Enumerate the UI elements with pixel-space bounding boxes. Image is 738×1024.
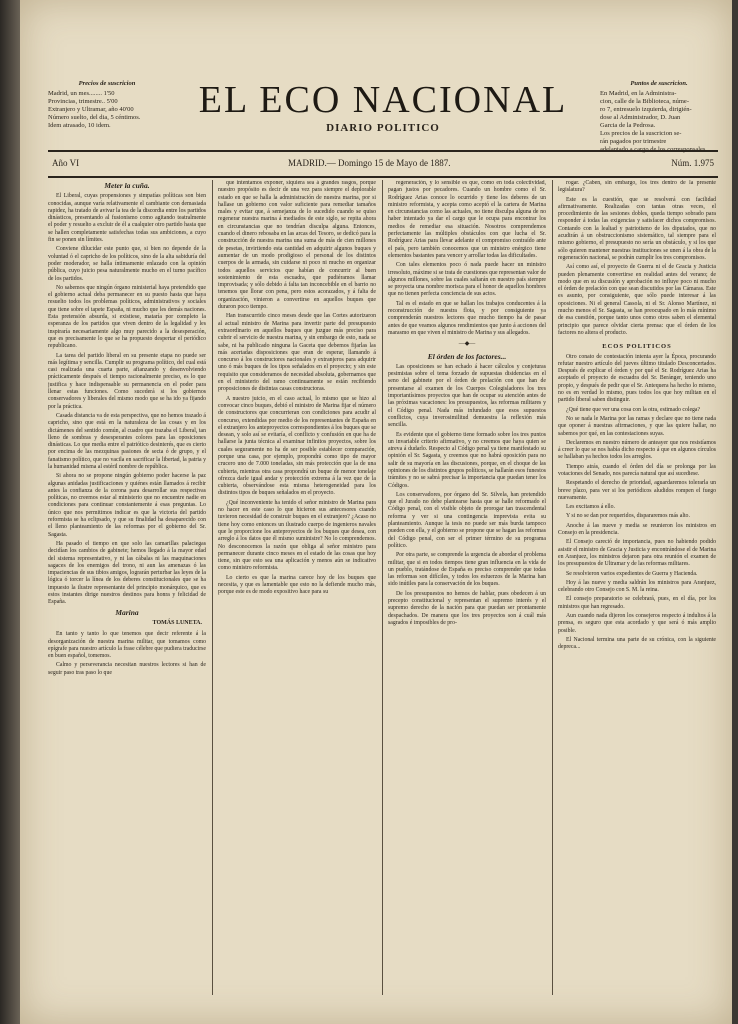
issue-number: Núm. 1.975 bbox=[671, 158, 714, 168]
paragraph: Los conservadores, por órgano del Sr. Silvela, han pretendido que el Jurado no debe plantearse hasta que se halle reformado el Código penal, con el visible objeto de prorogar tan trascendental reforma y ver si una contingencia imprevista evita su planteamiento. Aunque la tesis no puede ser más burda tampoco pueden con ella, y el gobierno se propone que se hagan las reformas del Código penal, con ser el primer término de su programa político. bbox=[388, 491, 546, 549]
paragraph: Anoche á las nueve y media se reunieron los ministros en Consejo en la presidencia. bbox=[558, 522, 716, 537]
paragraph: que intentamos exponer, siquiera sea á grandes rasgos, porque nuestro propósito es decir de una vez para siempre el deplorable estado en que se halla la administración de nuestra marina, por si hallase un gobierno con valor suficiente para remediar tamaños males y evitar que, á semejanza de lo sucedido cuando se quiso regenerar nuestra marina á mediados de este siglo, se repita ahora en circunstancias que no tendrían disculpa alguna. Entonces, cuando el dinero rebosaba en las arcas del Tesoro, se dedicó para la construcción de nuestra marina una suma de más de cien millones de pesetas, invirtiendo esta cantidad en adquirir algunos buques y aumentar de un modo prodigioso el personal de los distintos cuerpos de la armada, sin cuidarse ni poco ni mucho en organizar todos aquellos servicios que habían de concurrir al buen sostenimiento de esta escuadra, que pudiéramos llamar improvisada; y sólo debido á falta tan inconcebible en el barrio no tenemos que llorar con pena, pero estos acorazados, y á falta de organización, vinieron a convertirse en aquellos buques que duraron poco tiempo. bbox=[218, 180, 376, 311]
points-line: rán pagados por trimestre bbox=[600, 138, 667, 145]
subscription-points-box bbox=[600, 80, 718, 154]
points-line: Garcia de la Pedrosa. bbox=[600, 122, 656, 129]
subscription-prices-title: Precios de suscricion bbox=[78, 80, 136, 87]
column-rule bbox=[212, 180, 213, 995]
price-line: Extranjero y Ultramar, año 40'00 bbox=[48, 106, 134, 113]
section-heading: ECOS POLITICOS bbox=[602, 343, 672, 351]
article-columns bbox=[48, 180, 718, 995]
column-rule bbox=[382, 180, 383, 995]
paragraph: Si ahora no se propone ningún gobierno poder hacerse la paz algunas anidadas justificaciones y quiénes están llamados á recibir antes la confianza de la corona para desarrollar sus respectivas políticas, no creemos estar al ministerio que no encuentre nadie en condiciones para continuar constantemente á esas preguntas. Lo único que nos permitimos indicar es que la victoria del partido reformista se ha eclipsado, y que su finalidad ha desaparecido con el lleno planteamiento de las reformas por el gobierno del Sr. Sagasta. bbox=[48, 473, 206, 538]
paragraph: ¿Qué inconveniente ha tenido el señor ministro de Marina para no hacer en este caso lo que hicieron sus antecesores cuando tuvieron necesidad de construir buques en el extranjero? ¿Acaso no tiene hoy como entonces un ilustrado cuerpo de ingenieros navales que le proporcione los anteproyectos de los buques que desea, con arreglo á los datos que él mismo suministre? No lo comprendemos. No desconocemos la razón que obliga al señor ministro para permanecer durante cinco meses en el estado de las cosas que hoy tiene, sin que esto sea una aplicación y menos aún se indicativo como ministro reformista. bbox=[218, 499, 376, 572]
paragraph: regeneración, y lo sensible es que, como en toda colectividad, pagan justos por pecadores. Cuando un hombre como el Sr. Rodríguez Arias conoce lo ocurrido y tiene los deberes de un ministro reformista, y acepta como aceptó el la cartera de Marina en circunstancias como las actuales, no tiene disculpa alguna de no haber intentado ya dar el cargo que le ocupa para encontrar los medios de remediar esa situación. Nosotros comprendemos perfectamente las múltiples obstáculos con que lucha el Sr. Rodríguez Arias para llevar adelante el compromiso contraído ante el país, pero también conocemos que un ministro enérgico tiene elementos bastantes para vencer y arrollar todas las dificultades. bbox=[388, 180, 546, 259]
paragraph: Se resolvieron varios expedientes de Guerra y Hacienda. bbox=[566, 570, 698, 577]
paragraph: Y si no se dan por requeridos, dispararemos más alto. bbox=[566, 513, 690, 520]
paragraph: De los presupuestos no hemos de hablar, pues obedecen á un precepto constitucional y representan el supremo interés y el supremo derecho de la nación para que puedan ser prontamente despachados. De manera que los tres proyectos son á cuál más sagrados é imposibles de pro- bbox=[388, 590, 546, 626]
paragraph: El Consejo careció de importancia, pues no habiendo podido asistir el ministro de Gracia y Justicia y encontrándose el de Marina en Aranjuez, los ministros dejaron para otra reunión el examen de los presupuestos de Ultramar y de las reformas militares. bbox=[558, 539, 716, 568]
paragraph: rogar. ¿Caben, sin embargo, los tres dentro de la presente legislatura? bbox=[558, 180, 716, 194]
price-line: Madrid, un mes........ 1'50 bbox=[48, 90, 115, 97]
paragraph: El Nacional termina una parte de su crónica, con la siguiente depreca... bbox=[558, 636, 716, 651]
paragraph: Ha pasado el tiempo en que solo las camarillas palaciegas decidían los cambios de gabinete; hemos llegado á la mayor edad del sistema representativo, y ni las cábalas ni las maquinaciones sagaces de los enemigos del trono, ni aun las amenazas ó las impaciencias de sus tibios amigos, lograrán perturbar las leyes de la lógica ó torcer la línea de los deberes constitucionales que se ha impuesto la ilustre representante del principio monárquico, que es estos instantes dirige nuestros destinos para honra y felicidad de España. bbox=[48, 540, 206, 606]
paragraph: Conviene dilucidar este punto que, si bien no depende de la voluntad ó el capricho de los políticos, sino de la alta sabiduría del poder moderador, se halla íntimamente enlazado con la opinión pública, cuyo juicio pesa naturalmente mucho en el turno pacífico de los partidos. bbox=[48, 246, 206, 282]
column-2 bbox=[218, 180, 376, 995]
newspaper-page bbox=[20, 0, 732, 1024]
paragraph: Han transcurrido cinco meses desde que las Cortes autorizaron al actual ministro de Marina para invertir parte del presupuesto extraordinario en aquellos buques que juzgue más preciso para cubrir el servicio de nuestra marina, y sin embargo de esto, nada se sabe, ni ha publicado ninguna la Gaceta que debemos fijarlas las más acertadas disposiciones que eran de esperar, llamando á concurso á los constructores nacionales y extranjeros para adquirir uno ó más buques de los tipos señalados en el proyecto; y sin este requisito que consideramos de necesidad absoluta, gobernamos que en el ministerio del ramo continuamente se están recibiendo proposiciones de distintas casas constructoras. bbox=[218, 313, 376, 393]
masthead-title: EL ECO NACIONAL bbox=[198, 79, 568, 121]
column-4 bbox=[558, 180, 716, 995]
points-line: dose al Administrador, D. Juan bbox=[600, 114, 681, 121]
paragraph: Casada distancia va de esta perspectiva, que no hemos trazado á capricho, sino que está en la naturaleza de las cosas y en los dictámenes del sentido común, al cuadro que trazaba el Liberal, tan lleno de sombras y desesperantes colores para las oposiciones dinásticas. Lo que media entre el patriótico desinterés, que es cierto por encima de las mezquinas pasiones de secta ó de grupo, y el fanatismo político, que no vacila en sacrificar la libertad, la patria y la humanidad misma al estéril nombre de república. bbox=[48, 412, 206, 470]
paragraph: Aun cuando nada dijeron los consejeros respecto á indultos á la prensa, es seguro que esta acordado y que será ó más amplio posible. bbox=[558, 613, 716, 634]
year-label: Año VI bbox=[52, 158, 80, 168]
masthead-subtitle: DIARIO POLITICO bbox=[326, 122, 440, 134]
paragraph: Respetando el derecho de prioridad, aguardaremos tolerarla un breve plazo, para ver si los periódicos aludidos rompen el fuego nuevamente. bbox=[558, 480, 716, 501]
book-spine bbox=[0, 0, 20, 1024]
paragraph: No sabemos que ningún órgano ministerial haya pretendido que el gobierno actual deba permanecer en su puesto hasta que haya resuelto todos los problemas políticos, administrativos y sociales que tiene sobre el tapete España, ni mucho que les demás naciones. Esta pretensión absurda, si existiese, mataría por completo la esperanza de los partidos que viven dentro de la legalidad y les inspiraría necesariamente algo muy parecido a la desesperación, que es precisamente lo que se ha propuesto despertar el periódico republicano. bbox=[48, 284, 206, 350]
paragraph: Declaremos en nuestro número de anteayer que nos resistíamos á creer lo que se nos había dicho respecto á que en algunos círculos se hallaban ya hechos todos los arreglos. bbox=[558, 439, 716, 461]
paragraph: El consejo preparatorio se celebrará, pues, en el día, por los ministros que han regresado. bbox=[558, 596, 716, 610]
column-1 bbox=[48, 180, 206, 995]
paragraph: ¿Qué tiene que ver una cosa con la otra, estimado colega? bbox=[566, 406, 701, 413]
points-line: ro 7, entresuelo izquierda, dirigién- bbox=[600, 106, 692, 113]
points-line: cion, calle de la Biblioteca, núme- bbox=[600, 98, 689, 105]
article-heading: El órden de los factores... bbox=[427, 351, 507, 361]
dateline-bar bbox=[48, 150, 718, 178]
price-line: Número suelto, del dia, 5 céntimos. bbox=[48, 114, 141, 121]
subscription-points-title: Puntos de suscricion. bbox=[630, 80, 688, 87]
paragraph: Este es la cuestión, que se resolverá con facilidad afirmativamente. Realizadas con tantas otras veces, el procedimiento de las sesiones dobles, queda tiempo sobrado para responder á todas las exigencias y satisfacer dichos compromisos. Contando con la lealtad y patriotismo de los diputados, que no acudirán á un obstruccionismo sistemático, tal siempre para el mismo gobierno, el presupuesto no sería un obstáculo, y si los que sólo quieren mantener nuestras instituciones se unen á la obra de la regeneración nacional, se podrán cumplir los tres compromisos. bbox=[558, 196, 716, 261]
paragraph: En tanto y tanto lo que tenemos que decir referente á la desorganización de nuestra marina militar, que tomamos como epígrafe para nuestro artículo la frase célebre que pudiera traducirse en buen español, tomemos. bbox=[48, 631, 206, 660]
paragraph: Otro conato de contestación intenta ayer la Época, procurando refutar nuestro artículo del jueves último titulado Desconcertados. Después de explicar el órden y por qué el Sr. Rodríguez Arias ha aceptado el proyecto de escuadra del Sr. Beránger, teniendo uno propio, y después de pedir que el Sr. Antequera ha hecho lo mismo, no es en verdad lo mismo, pues todos los que hoy militan en el partido liberal saben distinguir. bbox=[558, 353, 716, 404]
subscription-prices-box bbox=[48, 80, 166, 130]
paragraph: Tiempo atrás, cuando el órden del día se prolonga por las votaciones del Senado, nos parecía natural que así sucediese. bbox=[558, 463, 716, 477]
column-rule bbox=[552, 180, 553, 995]
column-3 bbox=[388, 180, 546, 995]
paragraph: La tarea del partido liberal en su presente etapa no puede ser más legítima y sencilla. Cumplir su programa político, del cual está casi realizada una cuarta parte, afianzando y desenvolviendo prácticamente después el tiempo racionalmente preciso, es lo que justifica y hace indispensable su permanencia en el poder para llenar estas funciones. Como sucederá si los gobiernos conservadores y liberales del mismo modo que se ha ido ya fijando por la práctica. bbox=[48, 352, 206, 410]
points-line: Los precios de la suscricion se- bbox=[600, 130, 682, 137]
issue-date: MADRID.— Domingo 15 de Mayo de 1887. bbox=[288, 158, 451, 168]
paragraph: Por otra parte, se comprende la urgencia de abordar el problema militar, que si en todos tiempos tiene gran influencia en la vida de un pueblo, tratándose de España es preciso comprender que todas las reformas son difíciles, y todos los esfuerzos de la Marina han sido inútiles para la conservación de los buques. bbox=[388, 552, 546, 588]
paragraph: Les excitamos á ello. bbox=[566, 504, 615, 511]
paragraph: Las oposiciones se han echado á hacer cálculos y conjeturas pesimistas sobre el tema forzado de supuestas disidencias en el seno del gabinete por el órden de prelación con que han de presentarse al examen de los Cuerpos Colegisladores los tres importantísimos proyectos que han de ocupar su atención antes de las próximas vacaciones: los presupuestos, las reformas militares y el Código penal. Nada más infundado que esos supuestos conflictos, cuya inverosimilitud demuestra la reflexión más sencilla. bbox=[388, 363, 546, 429]
article-heading: Meter la cuña. bbox=[104, 181, 150, 190]
paragraph: A nuestro juicio, en el caso actual, lo mismo que se hizo al convocar cinco buques, debió el ministro de Marina fijar el número de constructores que concurrieran con condiciones para acudir al concurso, extendidas por medio de los representantes de España en el extranjero los anteproyectos correspondientes á los buques que se desean, y solo así se evitaría, el conflicto y confusión en que ha de hallarse la junta técnica al examinar infinitos proyectos, sobre los cuales seguramente no ha de ser posible establecer comparación, porque una casa, por ejemplo, propondrá como tipo de mayor crucero uno de 7.000 toneladas, sin más protección que la de una cubierta, mientras otra casa propondrá un buque de menor tonelaje ofrezca darle igual andar y protección extrema á la vez que de la cubierta, observándose esta misma heterogeneidad para los distintos tipos de buques señalados en el proyecto. bbox=[218, 395, 376, 497]
paragraph: Así como así, el proyecto de Guerra ni el de Gracia y Justicia pueden plenamente convertirse en realidad antes del verano; de modo que en su discusión y aprobación no influye poco ni mucho el órden de prelación con que sean discutidos por las Cámaras. Este es asunto, por consiguiente, que sólo puede interesar á las oposiciones. Ni el general Cassola, ni el Sr. Alonso Martínez, ni mucho menos el Sr. Sagasta, se han preocupado en lo más mínimo de esa cuestión, porque tanto unos como otros saben el elemental principio que parece olvidar cierta prensa: que el órden de los factores no altera el producto. bbox=[558, 264, 716, 336]
points-line: En Madrid, en la Administra- bbox=[600, 90, 677, 97]
points-line: adelantado a cargo de los corresponsales. bbox=[600, 146, 708, 153]
paragraph: Con tales elementos poco ó nada puede hacer un ministro irresoluto, máxime si se trata de cuestiones que representan valor de algunos millones, sobre las cuales saltarán en nuestro país siempre se proyecta una nombre morisca para el honor de aquellos hombres que no tienen perfecta conciencia de sus actos. bbox=[388, 262, 546, 298]
paragraph: Lo cierto es que la marina carece hoy de los buques que necesita, y que es lamentable que esto no la defiende mucho más, porque este es de modo expositivo hace para su bbox=[218, 574, 376, 596]
paragraph: Es evidente que el gobierno tiene formado sobre los tres puntos un invariable criterio afirmativo, y no creemos que haya quien se atreva á dudarlo. Respecto al Código penal ya tiene manifestado su opinión el Sr. Sagasta, y creemos que no habrá oposición para no salir de su mayoría en las discusiones, porque, en el choque de las opiniones de los distintos grupos políticos, se hallarán esos funestos trámites y no se sabrá precisar la importancia que puedan tener los Códigos. bbox=[388, 431, 546, 489]
paragraph: Hoy á las nueve y media saldrán los ministros para Aranjuez, celebrando otro Consejo con S. M. la reina. bbox=[558, 579, 716, 594]
paragraph: No se nada le Marina por las ramas y declare que no tiene nada que oponer á nuestras afirmaciones, y que las quiere hallar, no sabemos por qué, en las contestaciones suyas. bbox=[558, 415, 716, 437]
article-heading: Marina bbox=[115, 607, 139, 617]
price-line: Idem atrasado, 10 idem. bbox=[48, 122, 111, 129]
ornament-divider: —◆— bbox=[458, 341, 476, 348]
price-line: Provincias, trimestre.. 5'00 bbox=[48, 98, 118, 105]
paragraph: Tal es el estado en que se hallan los trabajos conducentes á la reconstrucción de nuestra flota, y por consiguiente ya comprenderán nuestros lectores que mucho tiempo ha de pasar antes de que veamos algunos rendimientos que junto á acciones del marasmo en que viven el ministro de Marina y sus allegados. bbox=[388, 300, 546, 336]
author-signature: TOMÁS LUNETA. bbox=[152, 619, 202, 626]
paragraph: El Liberal, cuyas propensiones y simpatías políticas son bien conocidas, aunque varía relativamente el cambiante con demasiada rapidez, ha tratado de avivar la tea de la discordia entre los partidos dinásticos, presentando al fusionismo como agitando teatralmente el poder y resuelto a excluir de él a cualquier otro partido hasta que se hallen completamente satisfechas todas sus ambiciones, a cuyo fin se ponen sin límites. bbox=[48, 193, 206, 244]
paragraph: Calmo y perseverancia necesitan nuestros lectores si han de seguir paso tras paso lo que bbox=[48, 662, 206, 676]
